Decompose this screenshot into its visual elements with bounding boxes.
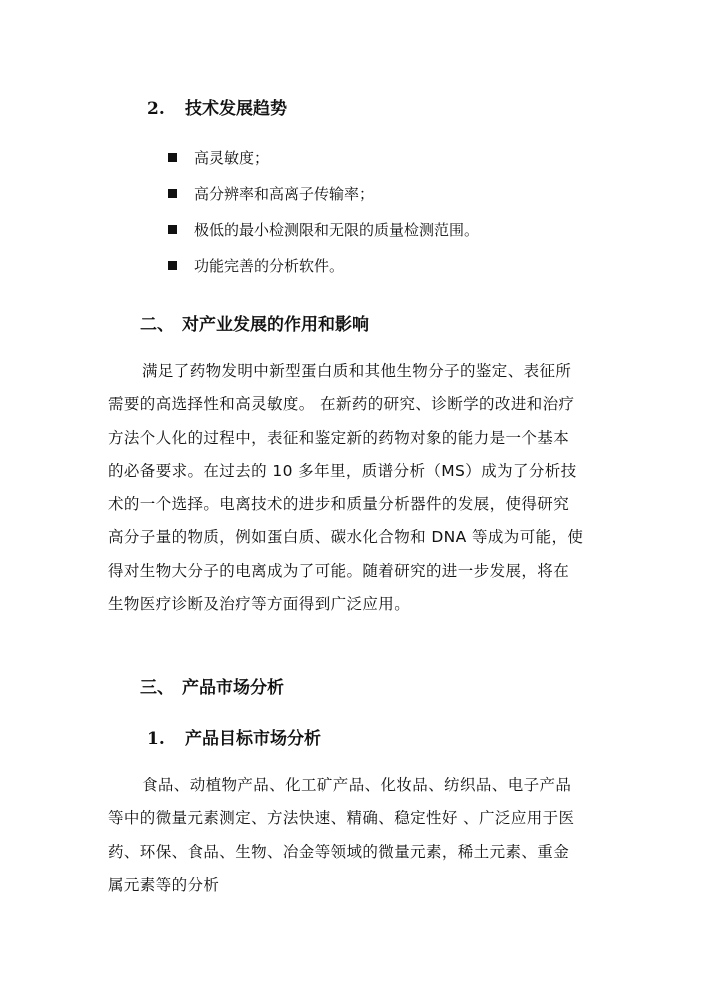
square-bullet-icon [168, 153, 177, 162]
bullet-item [168, 183, 374, 204]
paragraph-line: 高分子量的物质，例如蛋白质、碳水化合物和 DNA 等成为可能，使 [108, 528, 584, 547]
subsection-heading-target-market [147, 724, 321, 749]
square-bullet-icon [168, 225, 177, 234]
paragraph-line: 术的一个选择。电离技术的进步和质量分析器件的发展，使得研究 [108, 495, 570, 514]
bullet-text: 功能完善的分析软件。 [194, 257, 345, 275]
bullet-text: 高灵敏度； [194, 149, 270, 167]
paragraph-line: 药、环保、食品、生物、冶金等领域的微量元素，稀土元素、重金 [108, 842, 570, 861]
square-bullet-icon [168, 189, 177, 198]
subsection-title: 技术发展趋势 [185, 99, 287, 119]
bullet-text: 高分辨率和高离子传输率； [194, 185, 375, 203]
subsection-number: 1. [147, 729, 165, 749]
impact-paragraph [108, 361, 598, 627]
paragraph-line: 生物医疗诊断及治疗等方面得到广泛应用。 [108, 595, 411, 614]
bullet-item [168, 219, 479, 240]
section-heading-market [140, 673, 284, 698]
paragraph-line: 需要的高选择性和高灵敏度。 在新药的研究、诊断学的改进和治疗 [108, 395, 575, 414]
square-bullet-icon [168, 261, 177, 270]
section-title: 产品市场分析 [182, 678, 284, 698]
section-number: 二、 [140, 315, 174, 335]
bullet-item [168, 255, 344, 276]
subsection-number: 2. [147, 99, 165, 119]
section-title: 对产业发展的作用和影响 [182, 315, 369, 335]
paragraph-line: 等中的微量元素测定、方法快速、精确、稳定性好 、广泛应用于医 [108, 809, 575, 828]
paragraph-line: 得对生物大分子的电离成为了可能。随着研究的进一步发展，将在 [108, 561, 570, 580]
market-paragraph [108, 775, 598, 908]
bullet-text: 极低的最小检测限和无限的质量检测范围。 [194, 221, 480, 239]
paragraph-line: 属元素等的分析 [108, 875, 220, 894]
section-heading-impact [140, 310, 369, 335]
paragraph-line: 的必备要求。在过去的 10 多年里，质谱分析（MS）成为了分析技 [108, 461, 577, 480]
subsection-heading-trend [147, 94, 287, 119]
paragraph-line: 食品、动植物产品、化工矿产品、化妆品、纺织品、电子产品 [142, 776, 572, 794]
section-number: 三、 [140, 678, 174, 698]
subsection-title: 产品目标市场分析 [185, 729, 321, 749]
paragraph-line: 满足了药物发明中新型蛋白质和其他生物分子的鉴定、表征所 [142, 362, 572, 380]
bullet-item [168, 147, 269, 168]
paragraph-line: 方法个人化的过程中，表征和鉴定新的药物对象的能力是一个基本 [108, 428, 570, 447]
